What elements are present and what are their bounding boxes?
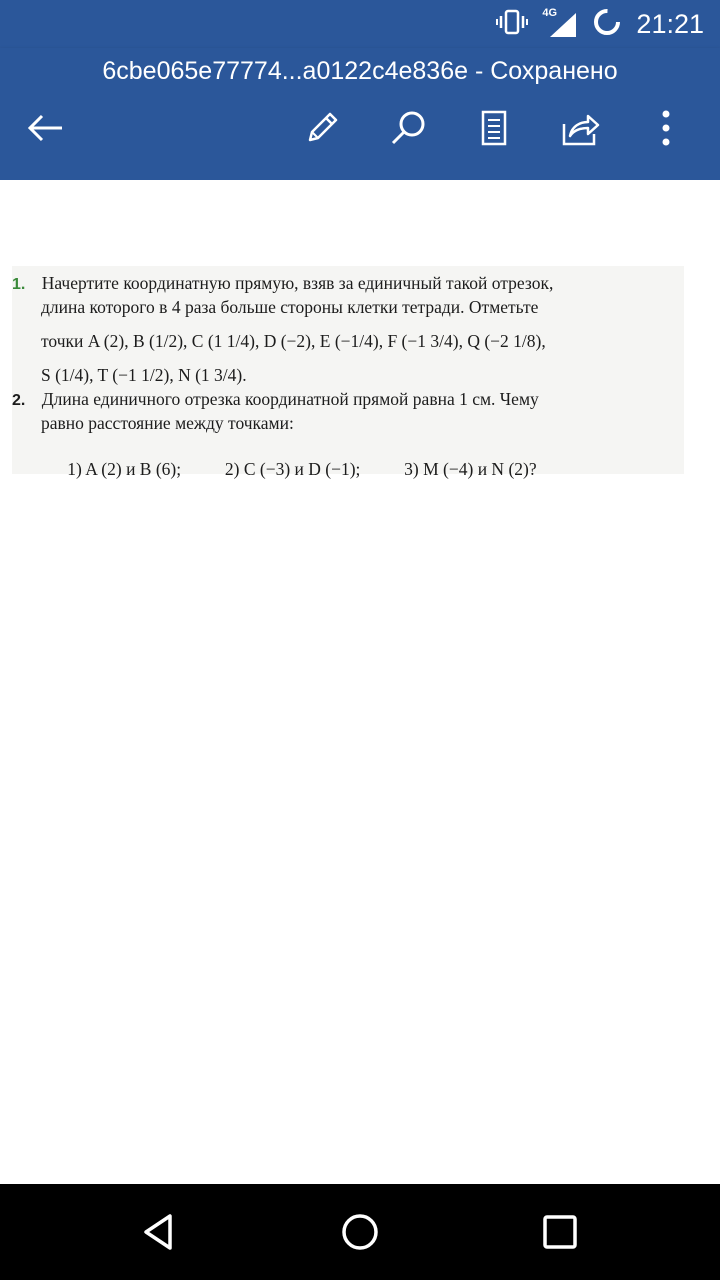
square-recents-icon bbox=[540, 1212, 580, 1252]
pencil-icon bbox=[302, 108, 342, 148]
document-view-icon bbox=[474, 108, 514, 148]
problem-number: 1. bbox=[12, 276, 26, 293]
nav-home-button[interactable] bbox=[328, 1200, 392, 1264]
reading-view-button[interactable] bbox=[466, 100, 522, 156]
problem-number: 2. bbox=[12, 392, 26, 409]
more-options-button[interactable] bbox=[638, 100, 694, 156]
nav-recents-button[interactable] bbox=[528, 1200, 592, 1264]
document-line: S (1/4), T (−1 1/2), N (1 3/4). bbox=[41, 365, 247, 385]
status-bar bbox=[0, 0, 720, 48]
scanned-image bbox=[12, 266, 684, 479]
vibrate-icon bbox=[496, 9, 528, 40]
circle-home-icon bbox=[340, 1212, 380, 1252]
share-icon bbox=[560, 108, 600, 148]
edit-button[interactable] bbox=[294, 100, 350, 156]
search-button[interactable] bbox=[380, 100, 436, 156]
status-icons bbox=[496, 0, 704, 48]
sync-icon bbox=[592, 7, 622, 42]
navigation-bar bbox=[0, 1184, 720, 1280]
document-line: равно расстояние между точками: bbox=[41, 413, 294, 433]
share-button[interactable] bbox=[552, 100, 608, 156]
status-time: 21:21 bbox=[636, 9, 704, 39]
triangle-back-icon bbox=[140, 1212, 180, 1252]
more-vertical-icon bbox=[646, 108, 686, 148]
nav-back-button[interactable] bbox=[128, 1200, 192, 1264]
back-button[interactable] bbox=[18, 100, 74, 156]
search-icon bbox=[388, 108, 428, 148]
document-line: 1) A (2) и B (6); 2) C (−3) и D (−1); 3) M (−4) и N (2)? bbox=[67, 459, 537, 479]
document-page[interactable] bbox=[0, 180, 720, 1184]
arrow-back-icon bbox=[26, 108, 66, 148]
document-line: длина которого в 4 раза больше стороны клетки тетради. Отметьте bbox=[41, 297, 539, 317]
app-bar bbox=[0, 48, 720, 180]
document-line: 1. Начертите координатную прямую, взяв за единичный такой отрезок, bbox=[12, 273, 554, 293]
signal-icon bbox=[542, 9, 578, 39]
network-type: 4G bbox=[542, 7, 558, 19]
document-line: 2. Длина единичного отрезка координатной прямой равна 1 см. Чему bbox=[12, 389, 539, 409]
document-line: точки A (2), B (1/2), C (1 1/4), D (−2), E (−1/4), F (−1 3/4), Q (−2 1/8), bbox=[41, 331, 546, 351]
document-title: 6cbe065e77774...a0122c4e836e - Сохранено bbox=[102, 57, 618, 85]
